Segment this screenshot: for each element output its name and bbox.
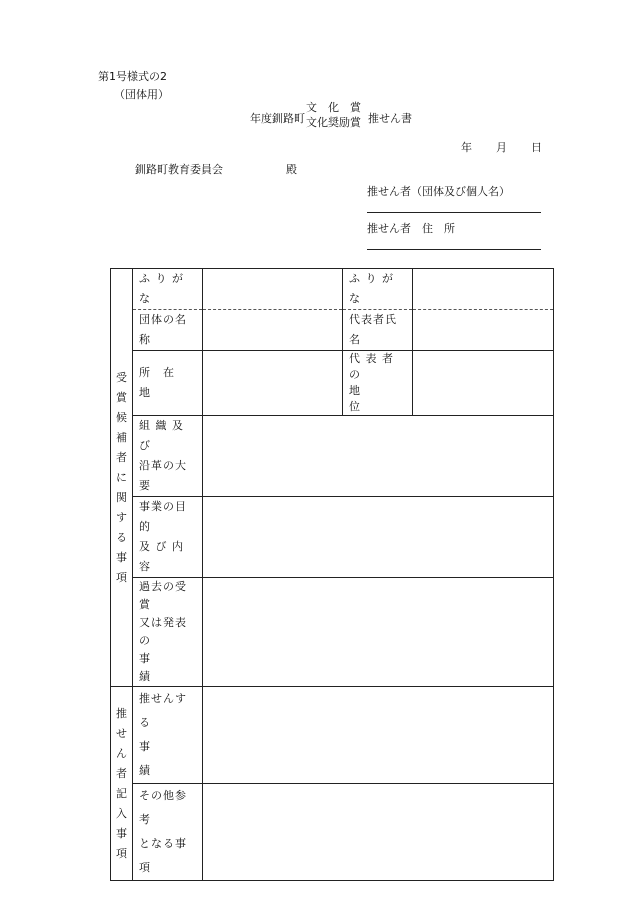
org-history-line2: 沿革の大要 xyxy=(139,459,187,492)
furigana-label-left: ふ り が な xyxy=(133,269,203,310)
other-reference-line1: その他参考 xyxy=(139,789,187,826)
section-recommender-title-char: 事 xyxy=(116,826,127,840)
section-candidate-title-char: 補 xyxy=(116,430,127,444)
location-input[interactable] xyxy=(203,351,343,416)
form-number: 第1号様式の2 xyxy=(98,70,167,83)
recommender-address-line[interactable] xyxy=(367,249,541,250)
other-reference-label xyxy=(133,784,203,881)
section-candidate-title-char: 者 xyxy=(116,450,127,464)
title-suffix: 推せん書 xyxy=(368,112,412,125)
purpose-line1: 事業の目的 xyxy=(139,500,187,533)
past-awards-line1: 過去の受賞 xyxy=(139,580,187,611)
purpose-input[interactable] xyxy=(203,497,554,578)
section-recommender-title-char: 推 xyxy=(116,706,127,720)
recommender-name-line[interactable] xyxy=(367,212,541,213)
past-awards-line2: 又は発表の xyxy=(139,616,187,647)
past-awards-label xyxy=(133,578,203,687)
section-candidate-title-char: る xyxy=(116,530,127,544)
representative-position-label xyxy=(343,351,413,416)
org-history-line1: 組 織 及 び xyxy=(139,419,184,452)
representative-name-label: 代表者氏名 xyxy=(343,310,413,351)
award-type-stack xyxy=(306,100,361,130)
section-recommender-title-char: 項 xyxy=(116,846,127,860)
section-candidate-title-char: 賞 xyxy=(116,390,127,404)
other-reference-input[interactable] xyxy=(203,784,554,881)
section-candidate-title-char: 項 xyxy=(116,570,127,584)
purpose-line2: 及 び 内 容 xyxy=(139,540,184,573)
location-label: 所 在 地 xyxy=(133,351,203,416)
section-candidate-title-char: 関 xyxy=(116,490,127,504)
representative-name-input[interactable] xyxy=(413,310,554,351)
achievements-input[interactable] xyxy=(203,687,554,784)
section-candidate-title-char: に xyxy=(116,470,127,484)
furigana-input-left[interactable] xyxy=(203,269,343,310)
award-type-bunkasho: 文 化 賞 xyxy=(306,101,361,114)
section-recommender-title-char: 入 xyxy=(116,806,127,820)
award-type-shoreisho: 文化奨励賞 xyxy=(306,116,361,129)
group-name-label: 団体の名称 xyxy=(133,310,203,351)
achievements-line1: 推せんする xyxy=(139,692,187,729)
section-candidate-title xyxy=(111,269,133,687)
furigana-label-right: ふ り が な xyxy=(343,269,413,310)
section-recommender-title-char: ん xyxy=(116,746,127,760)
addressee: 釧路町教育委員会 xyxy=(135,163,223,176)
section-recommender-title-char: 者 xyxy=(116,766,127,780)
past-awards-input[interactable] xyxy=(203,578,554,687)
recommender-address-label: 推せん者 住 所 xyxy=(367,222,455,235)
section-candidate-title-char: 事 xyxy=(116,550,127,564)
date-line xyxy=(461,139,542,155)
group-use-label: （団体用） xyxy=(114,88,169,101)
section-candidate-title-char: 候 xyxy=(116,410,127,424)
past-awards-line3: 事 績 xyxy=(139,652,187,683)
section-recommender-title xyxy=(111,687,133,881)
achievements-line2: 事 績 xyxy=(139,740,187,777)
org-history-input[interactable] xyxy=(203,416,554,497)
date-month: 月 xyxy=(496,141,507,154)
representative-position-line1: 代 表 者 の xyxy=(349,352,394,381)
group-name-input[interactable] xyxy=(203,310,343,351)
section-candidate-title-char: 受 xyxy=(116,370,127,384)
section-recommender-title-char: せ xyxy=(116,726,127,740)
date-day: 日 xyxy=(531,141,542,154)
furigana-input-right[interactable] xyxy=(413,269,554,310)
honorific: 殿 xyxy=(286,163,297,176)
achievements-label xyxy=(133,687,203,784)
representative-position-line2: 地 位 xyxy=(349,384,397,413)
purpose-label xyxy=(133,497,203,578)
date-year: 年 xyxy=(461,141,472,154)
other-reference-line2: となる事項 xyxy=(139,837,187,874)
org-history-label xyxy=(133,416,203,497)
recommendation-form-table xyxy=(110,268,554,881)
recommender-name-label: 推せん者（団体及び個人名） xyxy=(367,185,510,198)
section-recommender-title-char: 記 xyxy=(116,786,127,800)
section-candidate-title-char: す xyxy=(116,510,127,524)
representative-position-input[interactable] xyxy=(413,351,554,416)
title-prefix: 年度釧路町 xyxy=(250,112,305,125)
